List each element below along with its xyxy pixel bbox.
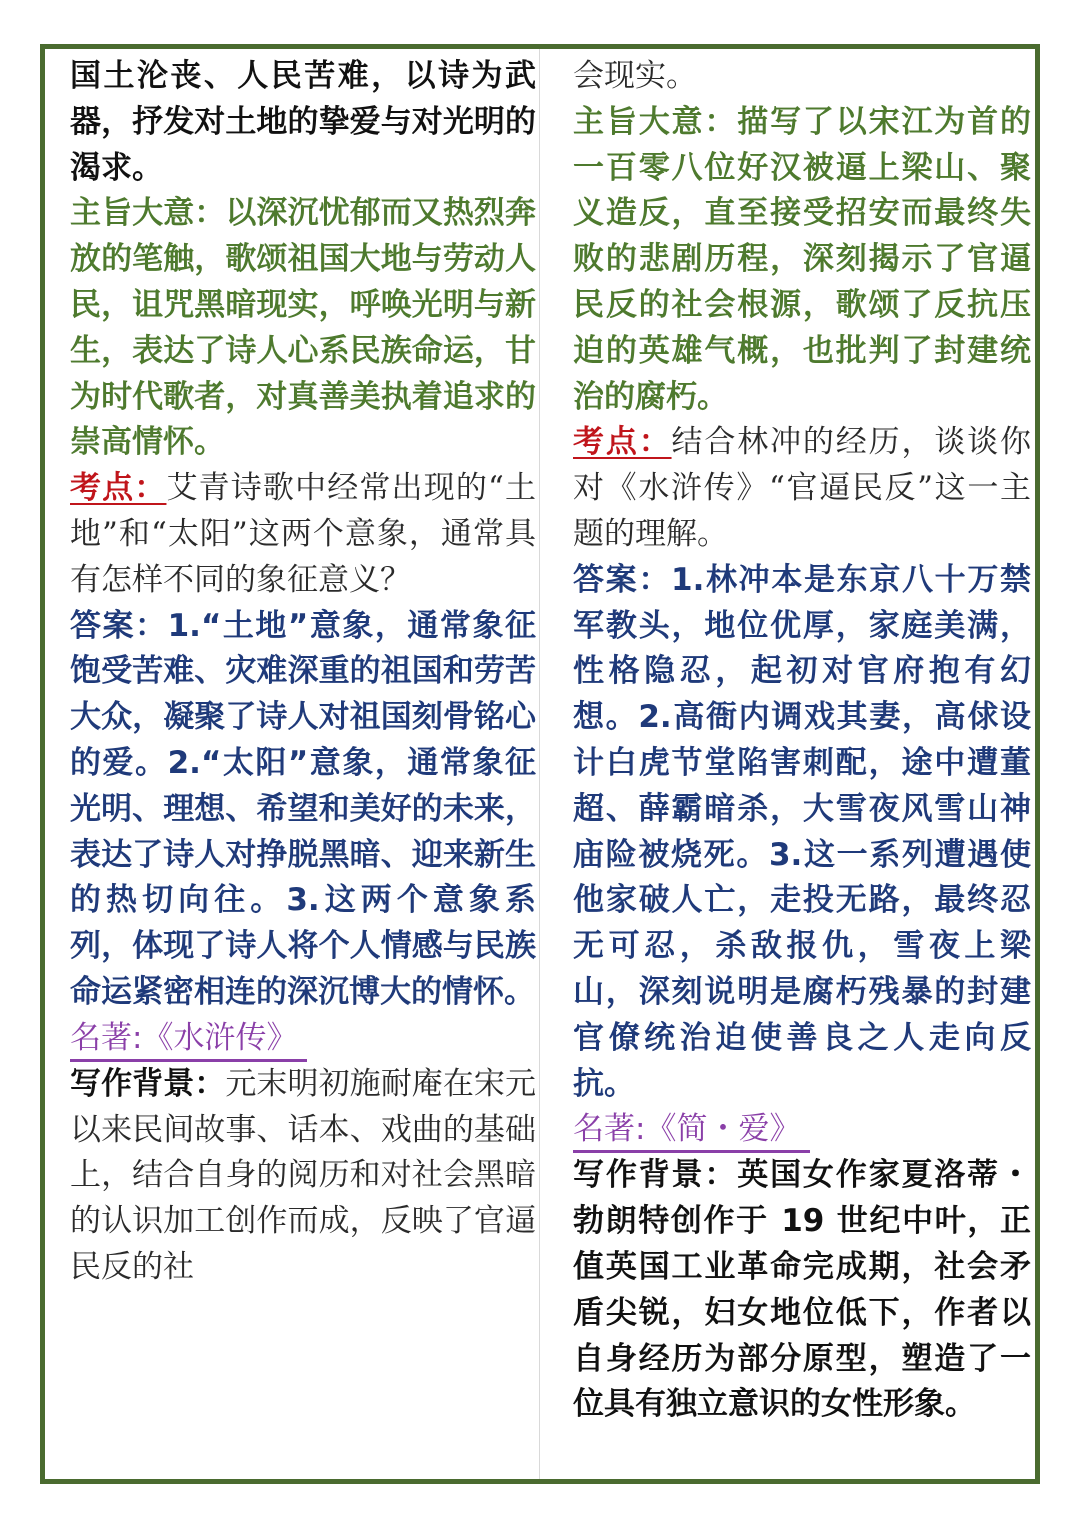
right-background — [573, 1153, 1031, 1428]
left-background-label: 写作背景： — [70, 1065, 226, 1102]
right-book-title — [573, 1107, 1031, 1153]
left-kaodian — [70, 466, 536, 603]
left-book-title — [70, 1016, 536, 1062]
right-column — [573, 54, 1031, 1428]
right-background-text: 英国女作家夏洛蒂・勃朗特创作于 19 世纪中叶，正值英国工业革命完成期，社会矛盾尖锐，妇女地位低下，作者以自身经历为部分原型，塑造了一位具有独立意识的女性形象。 — [573, 1157, 1032, 1423]
right-answer-text: 1.林冲本是东京八十万禁军教头，地位优厚，家庭美满，性格隐忍，起初对官府抱有幻想。2.高衙内调戏其妻，高俅设计白虎节堂陷害刺配，途中遭董超、薛霸暗杀，大雪夜风雪山神庙险被烧死。3.这一系列遭遇使他家破人亡，走投无路，最终忍无可忍，杀敌报仇，雪夜上梁山，深刻说明是腐朽残暴的封建官僚统治迫使善良之人走向反抗。 — [573, 561, 1031, 1102]
left-background-text: 元末明初施耐庵在宋元以来民间故事、话本、戏曲的基础上，结合自身的阅历和对社会黑暗的认识加工创作而成，反映了官逼民反的社 — [70, 1065, 537, 1285]
left-theme-label: 主旨大意： — [70, 195, 226, 232]
left-answer-label: 答案： — [70, 607, 168, 644]
left-intro: 国土沦丧、人民苦难，以诗为武器，抒发对土地的挚爱与对光明的渴求。 — [70, 58, 536, 186]
right-kaodian-label: 考点： — [573, 424, 672, 461]
right-intro: 会现实。 — [573, 58, 697, 94]
left-theme — [70, 191, 536, 466]
right-kaodian — [573, 420, 1031, 557]
right-book-title-text: 名著:《简・爱》 — [573, 1108, 810, 1153]
right-background-label: 写作背景： — [573, 1157, 738, 1194]
right-theme — [573, 100, 1031, 421]
right-theme-label: 主旨大意： — [573, 103, 738, 140]
right-answer — [573, 558, 1031, 1108]
column-divider — [539, 49, 540, 1479]
left-kaodian-text: 艾青诗歌中经常出现的“土地”和“太阳”这两个意象，通常具有怎样不同的象征意义？ — [70, 470, 536, 598]
left-answer-text: 1.“土地”意象，通常象征饱受苦难、灾难深重的祖国和劳苦大众，凝聚了诗人对祖国刻骨铭心的爱。2.“太阳”意象，通常象征光明、理想、希望和美好的未来，表达了诗人对挣脱黑暗、迎来新生的热切向往。3.这两个意象系列，体现了诗人将个人情感与民族命运紧密相连的深沉博大的情怀。 — [70, 607, 536, 1010]
left-background — [70, 1062, 536, 1291]
right-answer-label: 答案： — [573, 561, 671, 598]
right-kaodian-text: 结合林冲的经历，谈谈你对《水浒传》“官逼民反”这一主题的理解。 — [573, 424, 1032, 552]
left-answer — [70, 604, 536, 1016]
right-theme-text: 描写了以宋江为首的一百零八位好汉被逼上梁山、聚义造反，直至接受招安而最终失败的悲剧历程，深刻揭示了官逼民反的社会根源，歌颂了反抗压迫的英雄气概，也批判了封建统治的腐朽。 — [573, 103, 1032, 415]
left-kaodian-label: 考点： — [70, 470, 167, 507]
left-theme-text: 以深沉忧郁而又热烈奔放的笔触，歌颂祖国大地与劳动人民，诅咒黑暗现实，呼唤光明与新生，表达了诗人心系民族命运，甘为时代歌者，对真善美执着追求的崇高情怀。 — [70, 195, 537, 461]
left-column — [70, 54, 536, 1291]
left-book-title-text: 名著:《水浒传》 — [70, 1017, 307, 1062]
